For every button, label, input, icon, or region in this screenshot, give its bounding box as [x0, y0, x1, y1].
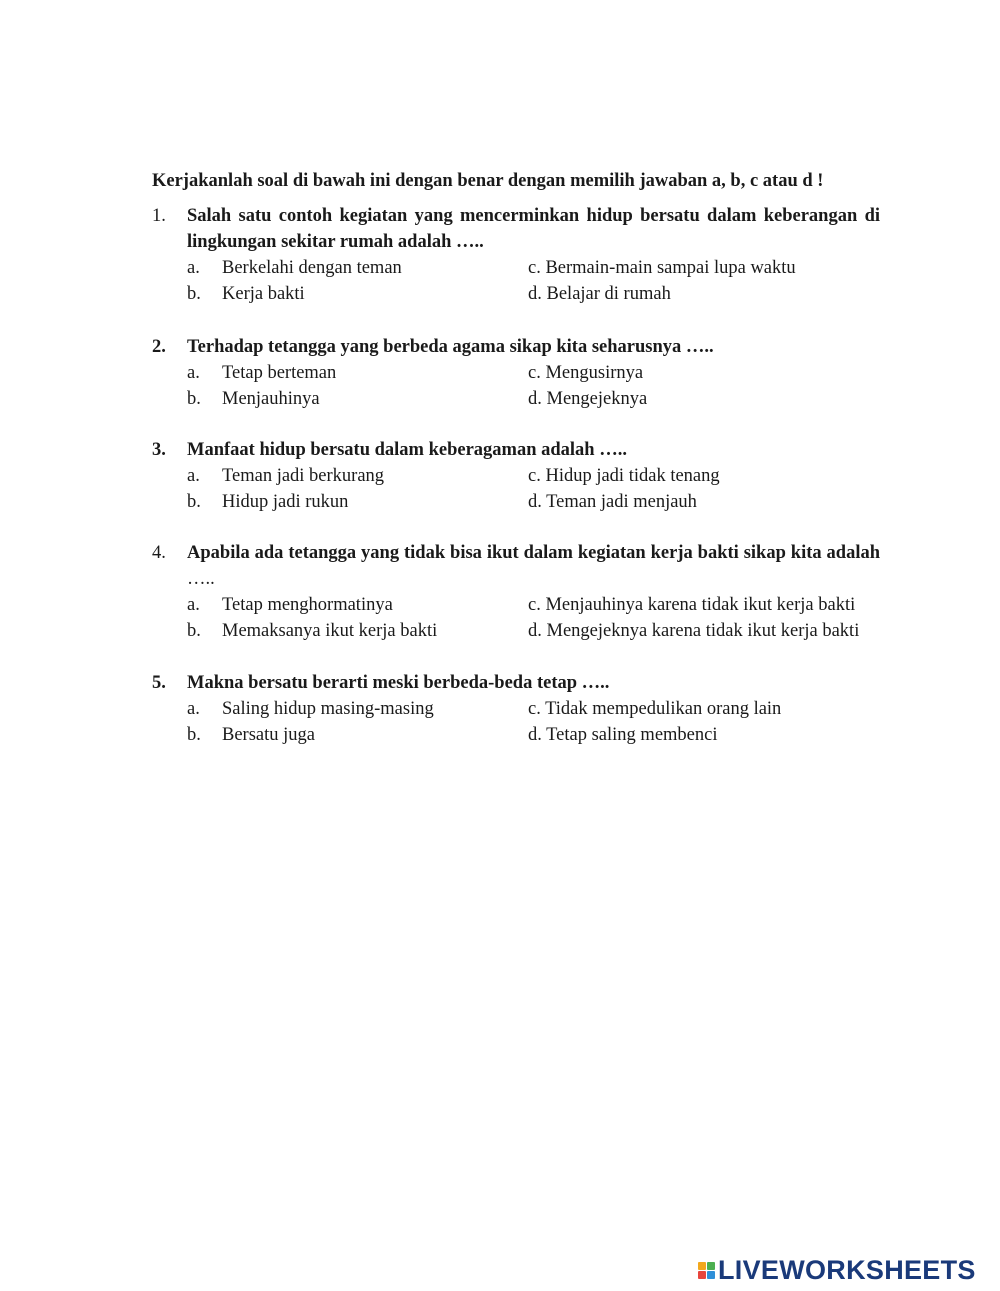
question-2-options-row-2: [152, 386, 880, 412]
question-5-header: [152, 670, 880, 696]
option-b-letter: b.: [187, 492, 201, 512]
option-b[interactable]: Memaksanya ikut kerja bakti: [222, 621, 438, 641]
option-a-letter: a.: [187, 363, 200, 383]
option-b-letter: b.: [187, 621, 201, 641]
question-4-options-row-1: [152, 592, 880, 618]
question-4-options-row-2: [152, 618, 880, 644]
option-b-letter: b.: [187, 389, 201, 409]
question-5-options-row-2: [152, 722, 880, 748]
logo-block-4: [707, 1271, 715, 1279]
option-a[interactable]: Teman jadi berkurang: [222, 466, 385, 486]
question-4-text-ellipsis: …..: [187, 569, 215, 589]
logo-block-3: [698, 1271, 706, 1279]
question-3-number: 3.: [152, 440, 166, 460]
option-c[interactable]: c. Mengusirnya: [528, 363, 644, 383]
option-a[interactable]: Tetap menghormatinya: [222, 595, 393, 615]
question-5-text: Makna bersatu berarti meski berbeda-beda tetap …..: [187, 673, 610, 693]
question-2-text: Terhadap tetangga yang berbeda agama sikap kita seharusnya …..: [187, 337, 714, 357]
option-a[interactable]: Saling hidup masing-masing: [222, 699, 434, 719]
question-3-header: [152, 437, 880, 463]
question-1-options-row-2: [152, 281, 880, 307]
option-d[interactable]: d. Teman jadi menjauh: [528, 492, 697, 512]
option-d[interactable]: d. Tetap saling membenci: [528, 725, 718, 745]
question-1-text: Salah satu contoh kegiatan yang mencerminkan hidup bersatu dalam keberangan di lingkungan sekitar rumah adalah …..: [187, 206, 880, 252]
question-2-header: [152, 334, 880, 360]
question-4-header: [152, 540, 880, 592]
option-a-letter: a.: [187, 466, 200, 486]
option-c[interactable]: c. Menjauhinya karena tidak ikut kerja bakti: [528, 595, 856, 615]
option-c[interactable]: c. Bermain-main sampai lupa waktu: [528, 258, 796, 278]
question-1: [152, 203, 880, 307]
logo-blocks-icon: [698, 1262, 715, 1279]
question-4-text-main: Apabila ada tetangga yang tidak bisa ikut dalam kegiatan kerja bakti sikap kita adalah: [187, 543, 880, 563]
question-4-number: 4.: [152, 543, 166, 563]
question-2-options-row-1: [152, 360, 880, 386]
question-1-header: [152, 203, 880, 255]
option-a-letter: a.: [187, 258, 200, 278]
logo-block-2: [707, 1262, 715, 1270]
option-b[interactable]: Kerja bakti: [222, 284, 305, 304]
option-a-letter: a.: [187, 699, 200, 719]
option-d[interactable]: d. Mengejeknya karena tidak ikut kerja bakti: [528, 621, 860, 641]
question-3-options-row-1: [152, 463, 880, 489]
logo-text: LIVEWORKSHEETS: [718, 1255, 976, 1285]
option-d[interactable]: d. Belajar di rumah: [528, 284, 671, 304]
question-3: [152, 437, 880, 515]
liveworksheets-logo: [698, 1256, 976, 1284]
question-4-text: [187, 543, 880, 589]
question-1-options-row-1: [152, 255, 880, 281]
question-3-options-row-2: [152, 489, 880, 515]
question-3-text: Manfaat hidup bersatu dalam keberagaman adalah …..: [187, 440, 627, 460]
option-c[interactable]: c. Hidup jadi tidak tenang: [528, 466, 720, 486]
option-b[interactable]: Menjauhinya: [222, 389, 320, 409]
option-b[interactable]: Hidup jadi rukun: [222, 492, 349, 512]
option-a-letter: a.: [187, 595, 200, 615]
option-b[interactable]: Bersatu juga: [222, 725, 315, 745]
question-1-number: 1.: [152, 206, 166, 226]
instruction-text: Kerjakanlah soal di bawah ini dengan benar dengan memilih jawaban a, b, c atau d !: [152, 171, 824, 191]
question-4: [152, 540, 880, 644]
option-a[interactable]: Tetap berteman: [222, 363, 337, 383]
option-c[interactable]: c. Tidak mempedulikan orang lain: [528, 699, 782, 719]
question-2-number: 2.: [152, 337, 166, 357]
question-5: [152, 670, 880, 748]
option-d[interactable]: d. Mengejeknya: [528, 389, 648, 409]
question-5-number: 5.: [152, 673, 166, 693]
question-2: [152, 334, 880, 412]
option-b-letter: b.: [187, 284, 201, 304]
logo-block-1: [698, 1262, 706, 1270]
question-5-options-row-1: [152, 696, 880, 722]
option-a[interactable]: Berkelahi dengan teman: [222, 258, 402, 278]
option-b-letter: b.: [187, 725, 201, 745]
